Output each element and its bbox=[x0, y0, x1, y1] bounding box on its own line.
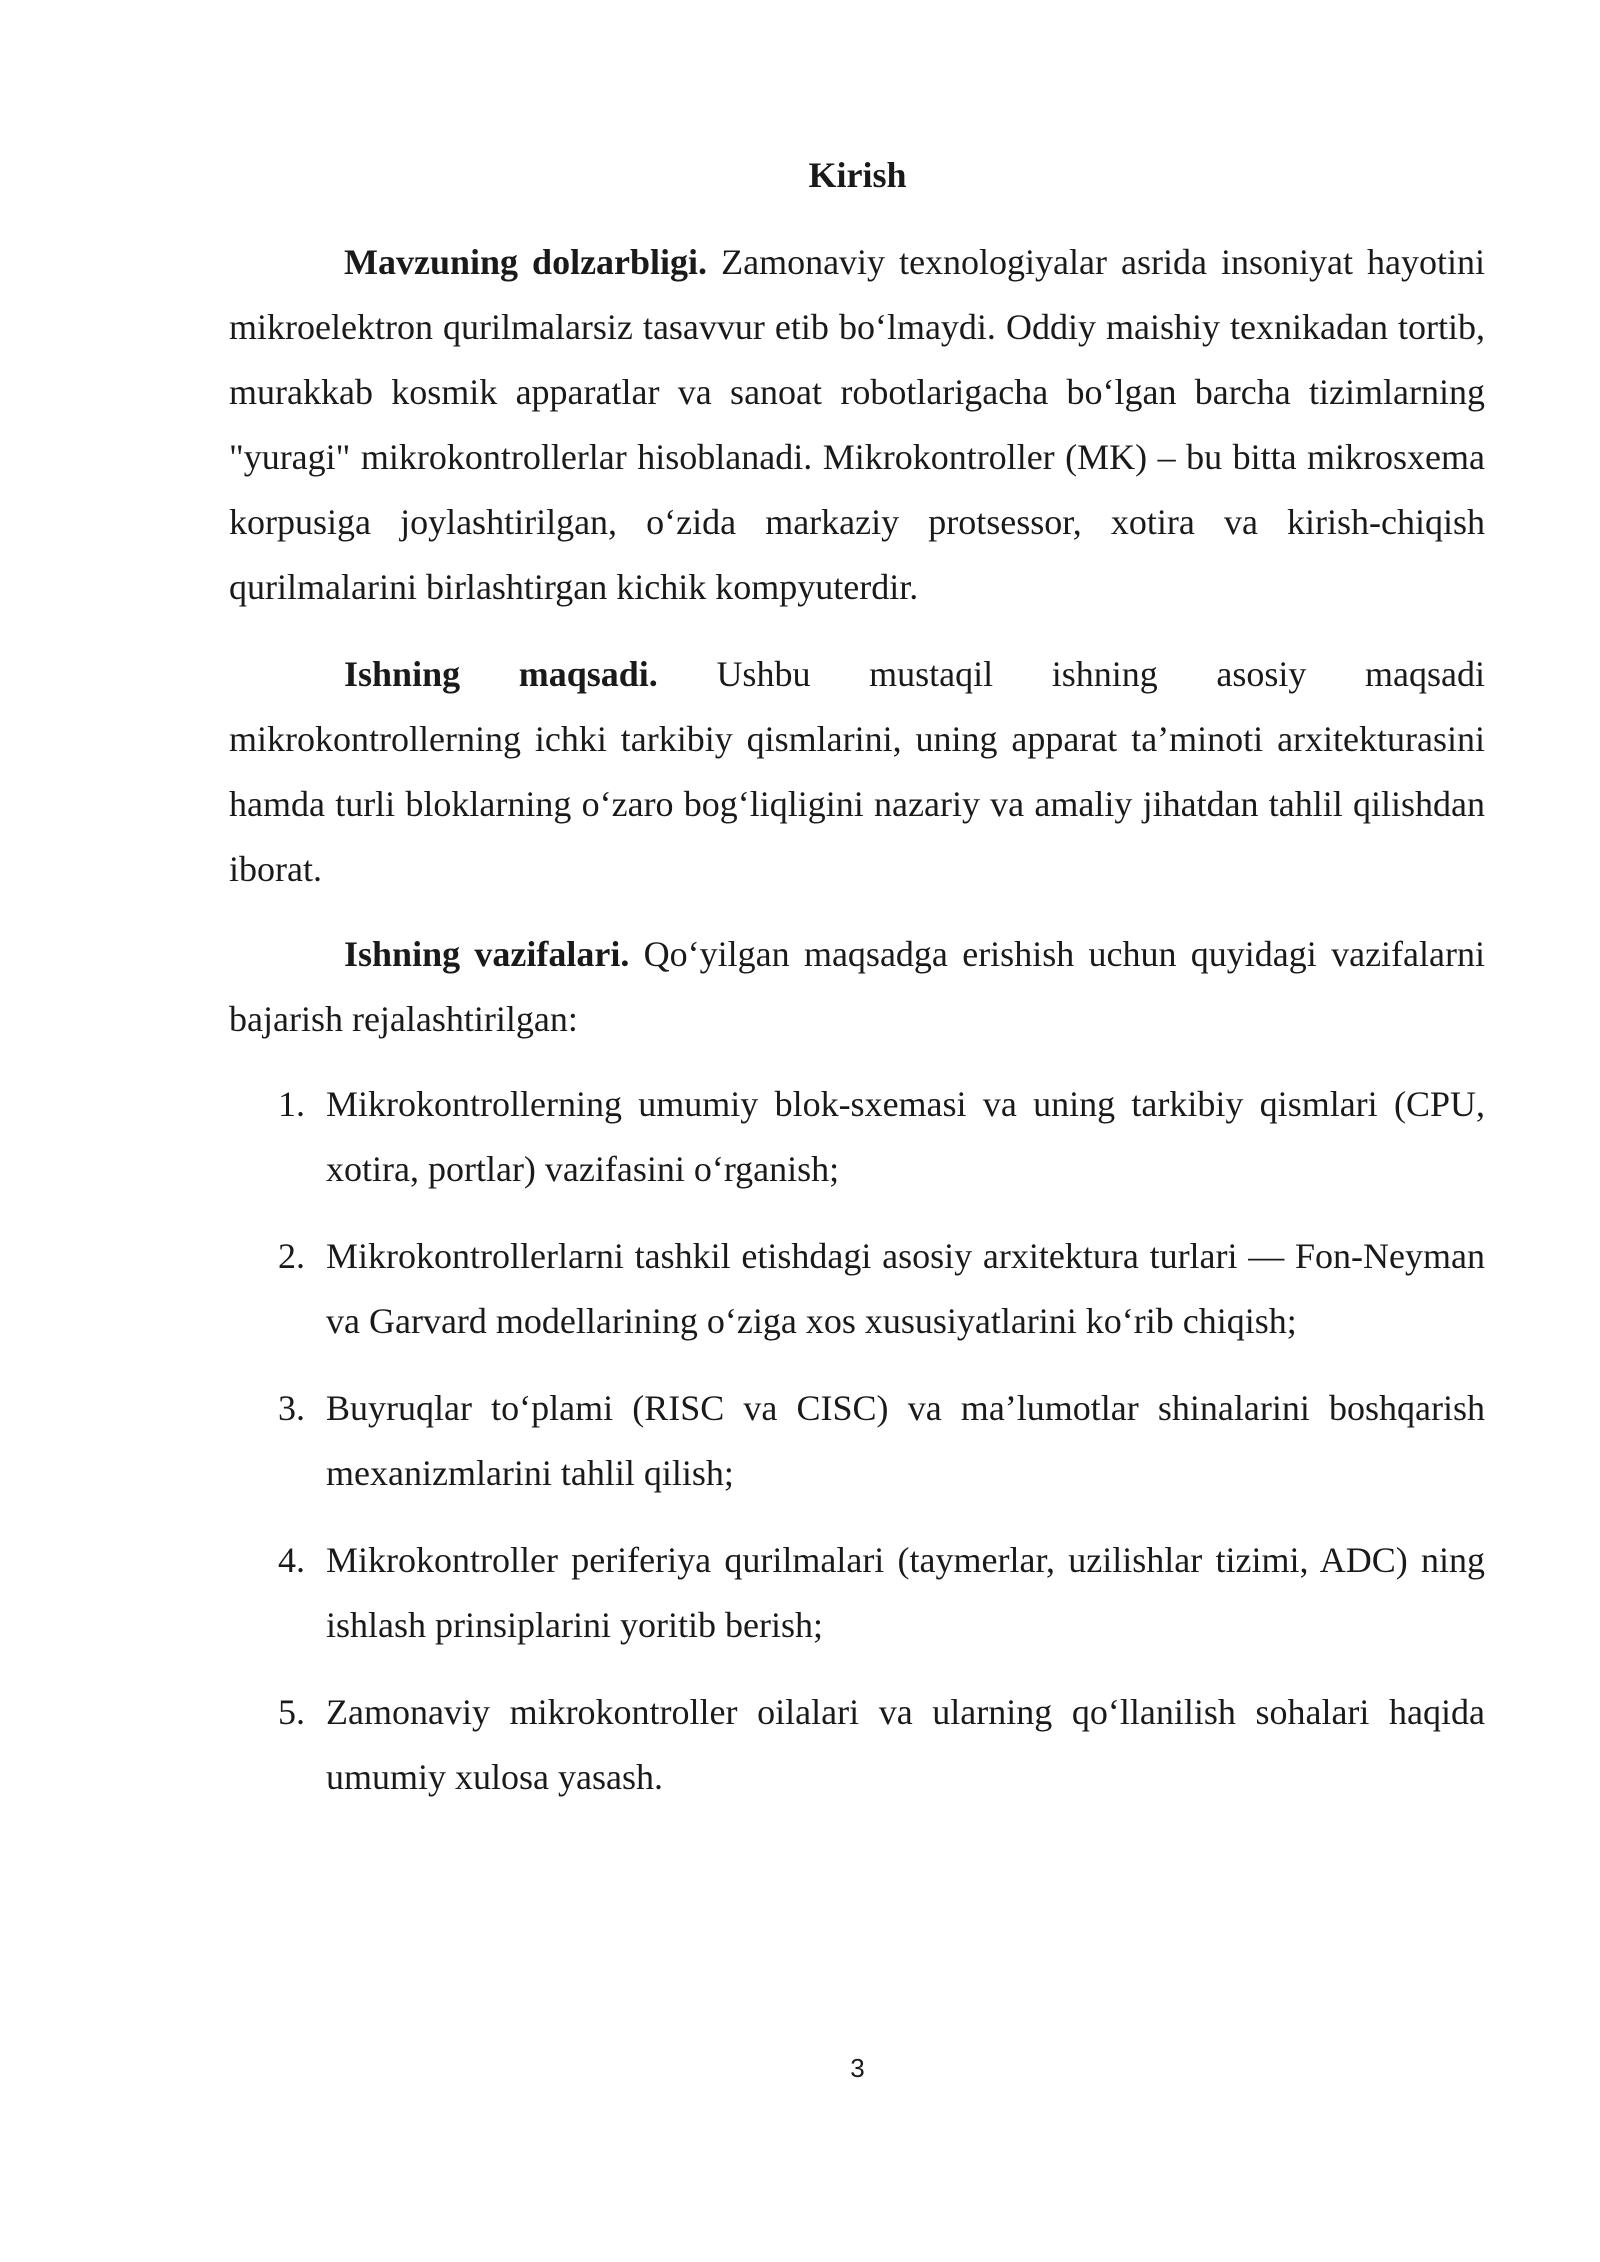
list-item-number: 5. bbox=[278, 1692, 305, 1732]
list-item-text: Buyruqlar to‘plami (RISC va CISC) va ma’lumotlar shinalarini boshqarish mexanizmlarini tahlil qilish; bbox=[326, 1388, 1485, 1493]
list-item bbox=[270, 1680, 1485, 1810]
list-item-number: 2. bbox=[278, 1236, 305, 1276]
list-item bbox=[270, 1376, 1485, 1506]
paragraph-tasks-intro bbox=[229, 922, 1485, 1052]
list-item-text: Mikrokontrollerlarni tashkil etishdagi asosiy arxitektura turlari — Fon-Neyman va Garvard modellarining o‘ziga xos xususiyatlarini ko‘rib chiqish; bbox=[326, 1236, 1485, 1341]
paragraph-relevance bbox=[229, 230, 1485, 620]
page-number: 3 bbox=[850, 2053, 865, 2083]
list-item bbox=[270, 1528, 1485, 1658]
paragraph-goal bbox=[229, 642, 1485, 902]
list-item bbox=[270, 1224, 1485, 1354]
paragraph-lead: Ishning vazifalari. bbox=[344, 934, 630, 974]
task-list bbox=[270, 1072, 1485, 1832]
list-item-text: Zamonaviy mikrokontroller oilalari va ularning qo‘llanilish sohalari haqida umumiy xulosa yasash. bbox=[326, 1692, 1485, 1797]
list-item bbox=[270, 1072, 1485, 1202]
page-title: Kirish bbox=[808, 155, 907, 195]
paragraph-lead: Ishning maqsadi. bbox=[344, 654, 658, 694]
list-item-text: Mikrokontroller periferiya qurilmalari (taymerlar, uzilishlar tizimi, ADC) ning ishlash prinsiplarini yoritib berish; bbox=[326, 1540, 1485, 1645]
list-item-number: 3. bbox=[278, 1388, 305, 1428]
list-item-number: 4. bbox=[278, 1540, 305, 1580]
paragraph-text: Qo‘yilgan maqsadga erishish uchun quyidagi vazifalarni bajarish rejalashtirilgan: bbox=[229, 934, 1485, 1039]
paragraph-text: Zamonaviy texnologiyalar asrida insoniyat hayotini mikroelektron qurilmalarsiz tasavvur etib bo‘lmaydi. Oddiy maishiy texnikadan tortib, murakkab kosmik apparatlar va sanoat robotlarigacha bo‘lgan barcha tizimlarning "yuragi" mikrokontrollerlar hisoblanadi. Mikrokontroller (MK) – bu bitta mikrosxema korpusiga joylashtirilgan, o‘zida markaziy protsessor, xotira va kirish-chiqish qurilmalarini birlashtirgan kichik kompyuterdir. bbox=[229, 242, 1486, 607]
list-item-text: Mikrokontrollerning umumiy blok-sxemasi va uning tarkibiy qismlari (CPU, xotira, portlar) vazifasini o‘rganish; bbox=[326, 1084, 1485, 1189]
paragraph-lead: Mavzuning dolzarbligi. bbox=[344, 242, 708, 282]
paragraph-text: Ushbu mustaqil ishning asosiy maqsadi mikrokontrollerning ichki tarkibiy qismlarini, uning apparat ta’minoti arxitekturasini hamda turli bloklarning o‘zaro bog‘liqligini nazariy va amaliy jihatdan tahlil qilishdan iborat. bbox=[229, 654, 1485, 889]
list-item-number: 1. bbox=[278, 1084, 305, 1124]
